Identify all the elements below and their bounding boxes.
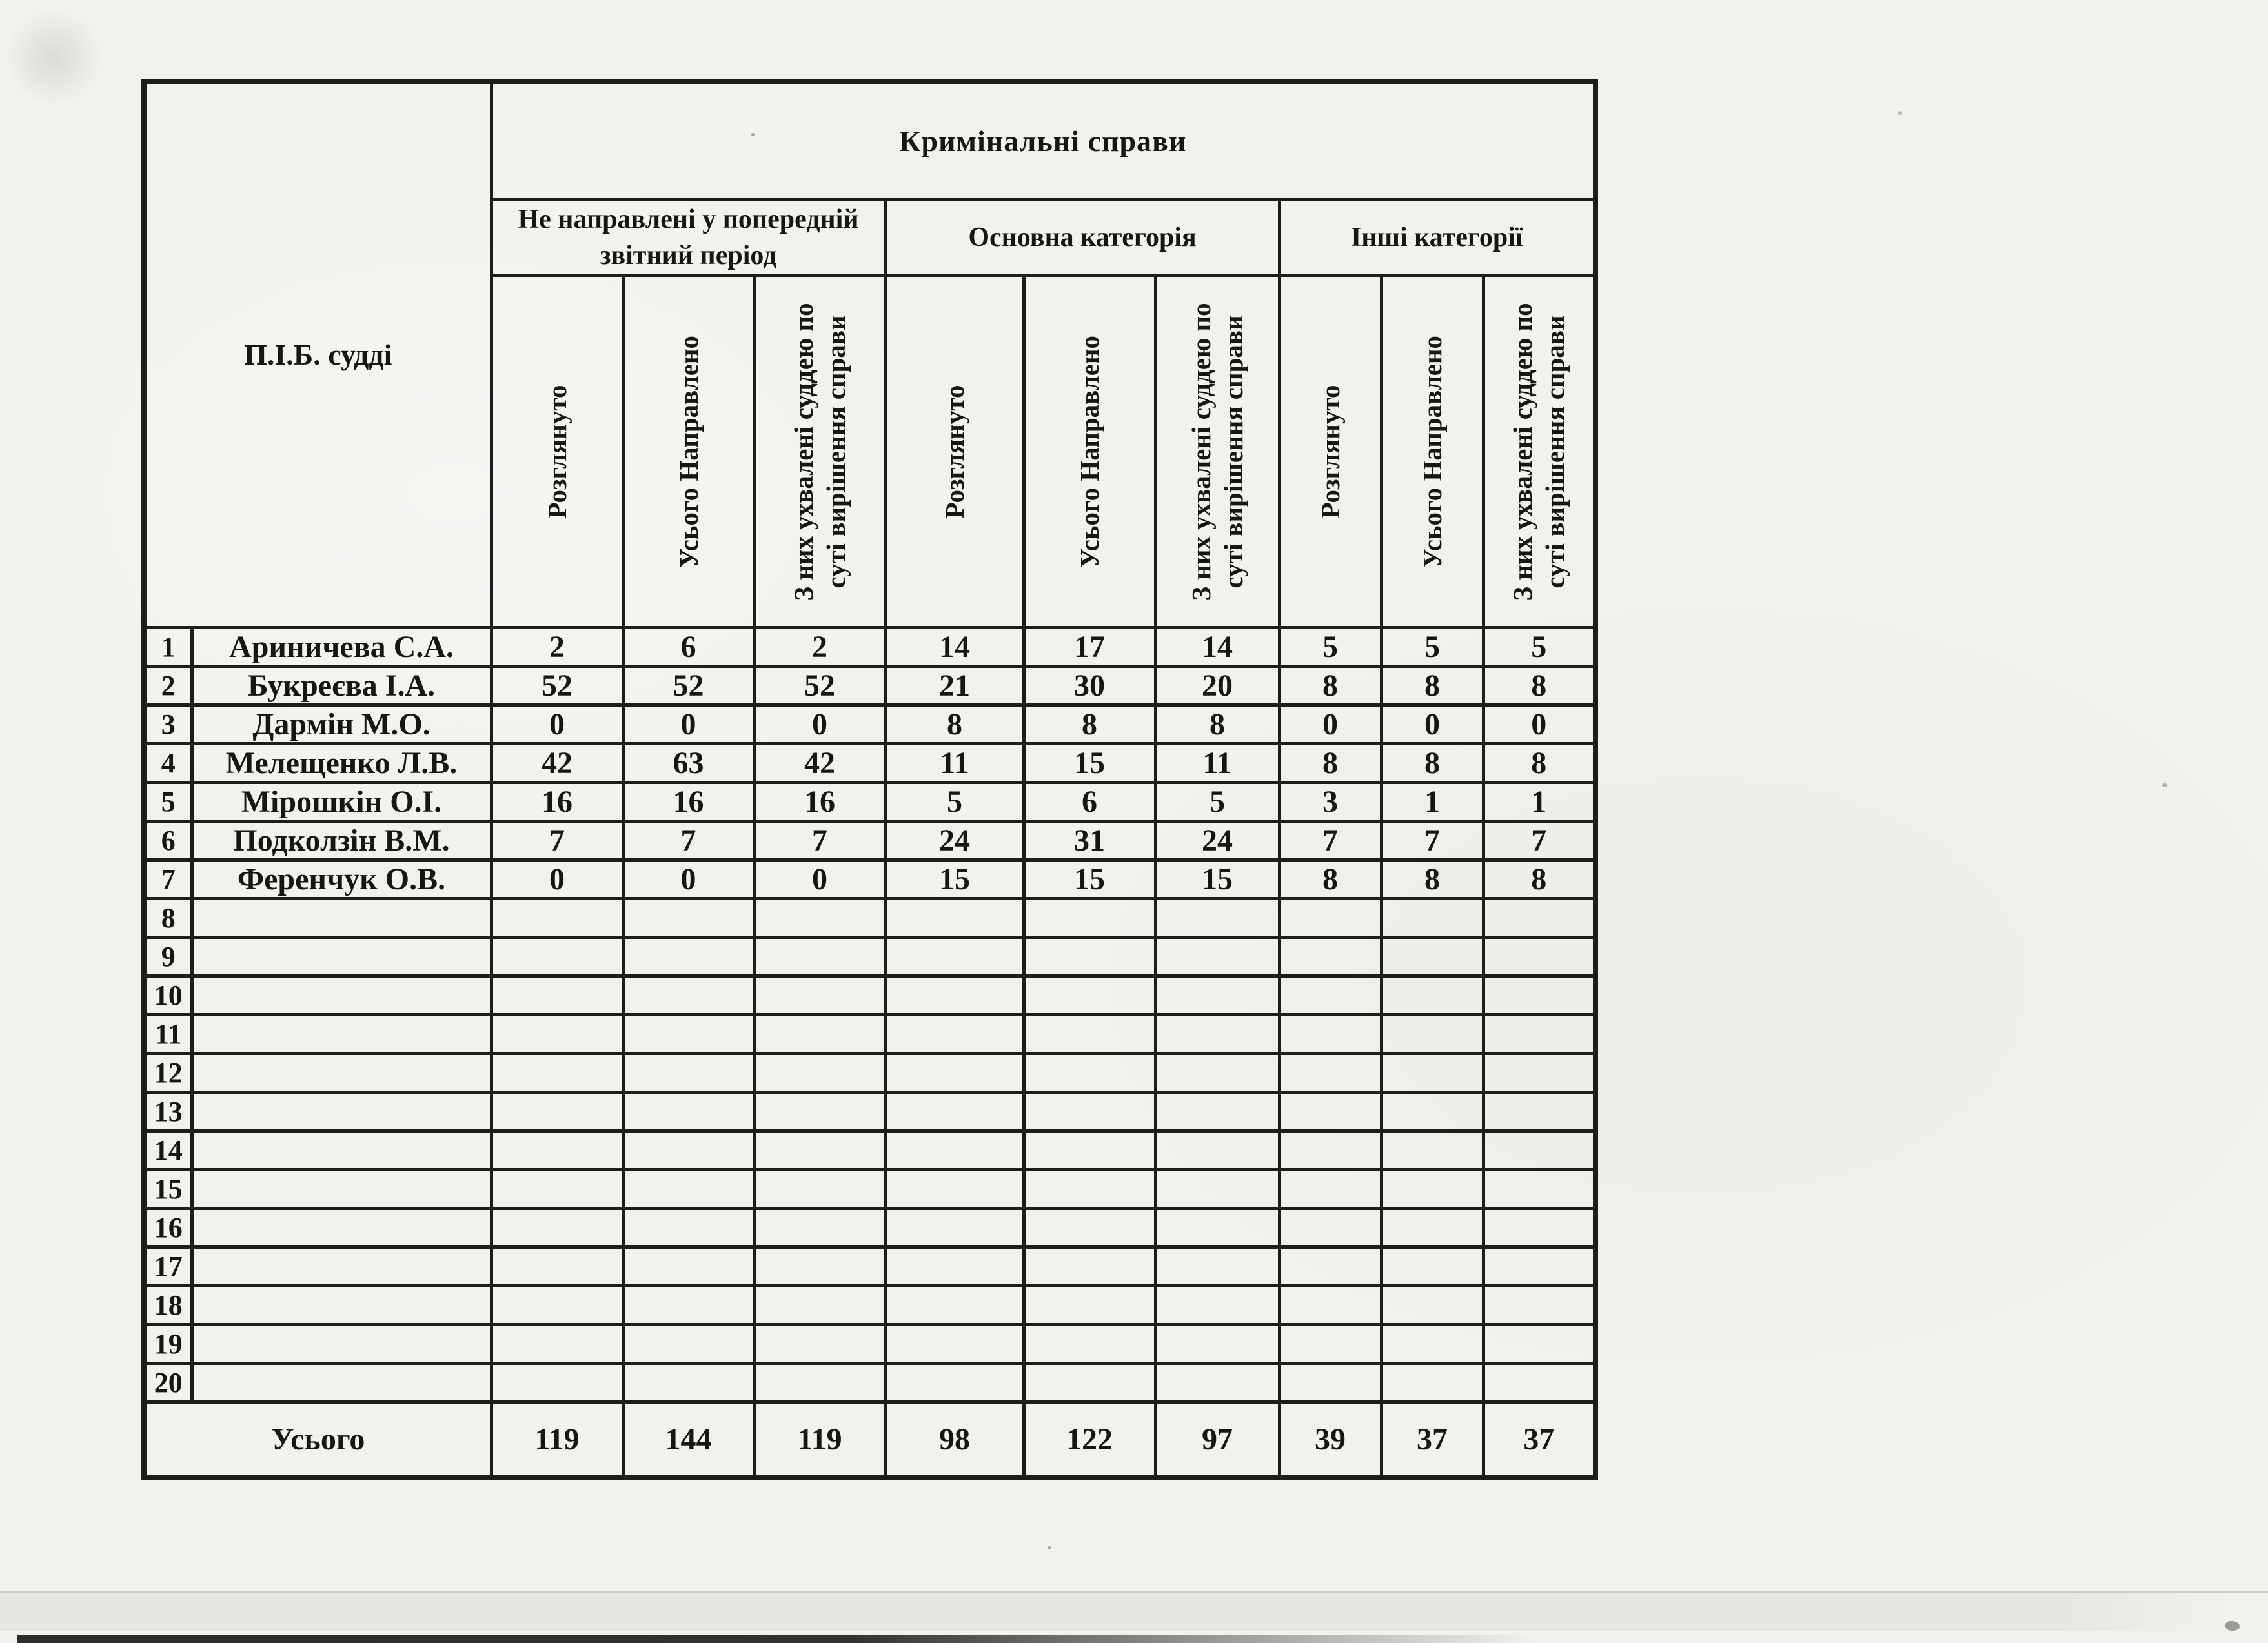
value-cell bbox=[1279, 1208, 1381, 1247]
table-row bbox=[144, 1169, 1595, 1208]
value-cell: 42 bbox=[491, 743, 623, 782]
value-cell: 2 bbox=[491, 627, 623, 666]
value-cell bbox=[886, 1053, 1024, 1092]
value-cell bbox=[1279, 1285, 1381, 1324]
value-cell bbox=[886, 1363, 1024, 1402]
value-cell: 11 bbox=[1155, 743, 1279, 782]
table-row bbox=[144, 1247, 1595, 1285]
value-cell: 6 bbox=[623, 627, 754, 666]
row-number-cell: 19 bbox=[144, 1324, 192, 1363]
value-cell bbox=[1381, 1324, 1483, 1363]
table-row bbox=[144, 1092, 1595, 1131]
value-cell bbox=[1024, 1131, 1155, 1169]
group-header-not-sent-previous-period: Не направлені у попередній звітний період bbox=[491, 199, 886, 276]
totals-value-cell: 119 bbox=[491, 1402, 623, 1478]
value-cell bbox=[1381, 898, 1483, 937]
value-cell bbox=[491, 1092, 623, 1131]
value-cell bbox=[1155, 1131, 1279, 1169]
group-header-other-categories: Інші категорії bbox=[1279, 199, 1595, 276]
value-cell bbox=[623, 1363, 754, 1402]
subheader-total-sent bbox=[1024, 276, 1155, 627]
vertical-label: Розглянуто bbox=[940, 385, 970, 519]
value-cell bbox=[1381, 976, 1483, 1014]
value-cell bbox=[1483, 976, 1595, 1014]
value-cell bbox=[623, 1053, 754, 1092]
row-number-cell: 4 bbox=[144, 743, 192, 782]
judge-name-cell bbox=[192, 1014, 491, 1053]
vertical-label: Розглянуто bbox=[1315, 385, 1346, 519]
value-cell bbox=[1155, 1285, 1279, 1324]
value-cell: 16 bbox=[754, 782, 886, 821]
value-cell: 24 bbox=[1155, 821, 1279, 860]
table-header bbox=[144, 81, 1595, 627]
value-cell: 8 bbox=[1279, 860, 1381, 898]
value-cell: 15 bbox=[886, 860, 1024, 898]
judge-name-cell bbox=[192, 1324, 491, 1363]
table-row bbox=[144, 937, 1595, 976]
value-cell: 8 bbox=[1279, 666, 1381, 705]
value-cell bbox=[1483, 937, 1595, 976]
value-cell bbox=[491, 1247, 623, 1285]
subheader-considered bbox=[1279, 276, 1381, 627]
value-cell bbox=[1024, 1092, 1155, 1131]
value-cell bbox=[1279, 1092, 1381, 1131]
judge-name-cell bbox=[192, 1208, 491, 1247]
value-cell bbox=[754, 976, 886, 1014]
value-cell: 0 bbox=[1483, 705, 1595, 743]
value-cell bbox=[886, 1285, 1024, 1324]
value-cell bbox=[1279, 1324, 1381, 1363]
title-row bbox=[144, 81, 1595, 199]
value-cell: 5 bbox=[1381, 627, 1483, 666]
value-cell bbox=[1279, 898, 1381, 937]
value-cell: 0 bbox=[491, 705, 623, 743]
value-cell bbox=[1279, 976, 1381, 1014]
totals-value-cell: 37 bbox=[1483, 1402, 1595, 1478]
scan-speck bbox=[1898, 111, 1902, 115]
table-row bbox=[144, 627, 1595, 666]
value-cell bbox=[1279, 1247, 1381, 1285]
value-cell: 5 bbox=[1155, 782, 1279, 821]
value-cell bbox=[1381, 1208, 1483, 1247]
value-cell bbox=[491, 1324, 623, 1363]
subheader-considered bbox=[491, 276, 623, 627]
table-row bbox=[144, 1285, 1595, 1324]
row-number-cell: 13 bbox=[144, 1092, 192, 1131]
value-cell: 5 bbox=[1279, 627, 1381, 666]
value-cell: 24 bbox=[886, 821, 1024, 860]
row-number-cell: 18 bbox=[144, 1285, 192, 1324]
totals-row bbox=[144, 1402, 1595, 1478]
value-cell bbox=[1483, 898, 1595, 937]
value-cell bbox=[1483, 1363, 1595, 1402]
value-cell: 52 bbox=[491, 666, 623, 705]
value-cell bbox=[491, 937, 623, 976]
value-cell bbox=[1279, 1131, 1381, 1169]
scan-speck bbox=[1048, 1546, 1051, 1549]
scan-speck bbox=[2225, 1621, 2240, 1631]
value-cell: 6 bbox=[1024, 782, 1155, 821]
value-cell: 52 bbox=[623, 666, 754, 705]
value-cell bbox=[623, 1285, 754, 1324]
totals-label: Усього bbox=[144, 1402, 491, 1478]
judge-name-cell: Букреєва І.А. bbox=[192, 666, 491, 705]
value-cell: 17 bbox=[1024, 627, 1155, 666]
subheader-decided-on-merits bbox=[754, 276, 886, 627]
row-number-cell: 7 bbox=[144, 860, 192, 898]
value-cell bbox=[754, 1169, 886, 1208]
value-cell bbox=[754, 1131, 886, 1169]
vertical-label: Усього Направлено bbox=[673, 335, 704, 568]
value-cell bbox=[1024, 1014, 1155, 1053]
row-number-cell: 6 bbox=[144, 821, 192, 860]
judge-name-cell bbox=[192, 1092, 491, 1131]
value-cell bbox=[1024, 1169, 1155, 1208]
value-cell bbox=[886, 1092, 1024, 1131]
value-cell bbox=[1381, 937, 1483, 976]
judge-name-cell bbox=[192, 1363, 491, 1402]
value-cell bbox=[754, 1247, 886, 1285]
value-cell bbox=[1024, 1285, 1155, 1324]
value-cell: 1 bbox=[1483, 782, 1595, 821]
totals-value-cell: 39 bbox=[1279, 1402, 1381, 1478]
judge-name-cell: Ариничева С.А. bbox=[192, 627, 491, 666]
judge-name-cell bbox=[192, 1285, 491, 1324]
value-cell bbox=[886, 898, 1024, 937]
judge-name-cell: Дармін М.О. bbox=[192, 705, 491, 743]
value-cell: 8 bbox=[1279, 743, 1381, 782]
row-number-cell: 5 bbox=[144, 782, 192, 821]
table-row bbox=[144, 1363, 1595, 1402]
scan-gray-band-artifact bbox=[0, 1593, 2233, 1631]
value-cell: 0 bbox=[754, 705, 886, 743]
value-cell bbox=[754, 1285, 886, 1324]
value-cell bbox=[623, 976, 754, 1014]
row-number-cell: 14 bbox=[144, 1131, 192, 1169]
value-cell bbox=[886, 937, 1024, 976]
subheader-total-sent bbox=[1381, 276, 1483, 627]
value-cell: 8 bbox=[886, 705, 1024, 743]
value-cell: 15 bbox=[1024, 743, 1155, 782]
value-cell bbox=[1155, 898, 1279, 937]
value-cell bbox=[623, 1131, 754, 1169]
judge-name-cell: Ференчук О.В. bbox=[192, 860, 491, 898]
value-cell bbox=[754, 1014, 886, 1053]
judge-name-cell bbox=[192, 1053, 491, 1092]
table-row bbox=[144, 705, 1595, 743]
vertical-label: З них ухвалені суддею по суті вирішення справи bbox=[1508, 303, 1570, 601]
value-cell bbox=[1279, 937, 1381, 976]
value-cell bbox=[1279, 1363, 1381, 1402]
table-row bbox=[144, 1324, 1595, 1363]
table-row bbox=[144, 898, 1595, 937]
value-cell: 0 bbox=[491, 860, 623, 898]
value-cell bbox=[1024, 1208, 1155, 1247]
value-cell: 0 bbox=[1381, 705, 1483, 743]
value-cell bbox=[1381, 1131, 1483, 1169]
value-cell: 7 bbox=[1381, 821, 1483, 860]
value-cell bbox=[1155, 1247, 1279, 1285]
row-number-cell: 20 bbox=[144, 1363, 192, 1402]
value-cell bbox=[1155, 1092, 1279, 1131]
row-number-cell: 11 bbox=[144, 1014, 192, 1053]
value-cell bbox=[1381, 1247, 1483, 1285]
value-cell bbox=[623, 1169, 754, 1208]
value-cell: 1 bbox=[1381, 782, 1483, 821]
table-body bbox=[144, 627, 1595, 1478]
value-cell bbox=[754, 1092, 886, 1131]
value-cell bbox=[491, 1285, 623, 1324]
value-cell bbox=[886, 1169, 1024, 1208]
value-cell bbox=[886, 1131, 1024, 1169]
value-cell: 11 bbox=[886, 743, 1024, 782]
table-row bbox=[144, 860, 1595, 898]
value-cell: 15 bbox=[1155, 860, 1279, 898]
table-row bbox=[144, 1131, 1595, 1169]
value-cell bbox=[623, 1324, 754, 1363]
value-cell: 5 bbox=[1483, 627, 1595, 666]
value-cell: 15 bbox=[1024, 860, 1155, 898]
value-cell bbox=[1279, 1053, 1381, 1092]
value-cell bbox=[1155, 1363, 1279, 1402]
value-cell bbox=[754, 1208, 886, 1247]
value-cell: 0 bbox=[623, 860, 754, 898]
value-cell: 0 bbox=[1279, 705, 1381, 743]
judge-name-cell bbox=[192, 1169, 491, 1208]
value-cell bbox=[491, 1169, 623, 1208]
row-number-cell: 12 bbox=[144, 1053, 192, 1092]
value-cell bbox=[1024, 1053, 1155, 1092]
value-cell bbox=[754, 898, 886, 937]
value-cell: 8 bbox=[1483, 666, 1595, 705]
value-cell bbox=[754, 1053, 886, 1092]
row-number-cell: 15 bbox=[144, 1169, 192, 1208]
value-cell bbox=[886, 1014, 1024, 1053]
judge-name-cell bbox=[192, 937, 491, 976]
judge-name-cell bbox=[192, 898, 491, 937]
table-row bbox=[144, 1208, 1595, 1247]
totals-value-cell: 119 bbox=[754, 1402, 886, 1478]
value-cell: 7 bbox=[1279, 821, 1381, 860]
table-row bbox=[144, 821, 1595, 860]
value-cell: 52 bbox=[754, 666, 886, 705]
value-cell bbox=[1381, 1092, 1483, 1131]
table-row bbox=[144, 743, 1595, 782]
table-row bbox=[144, 782, 1595, 821]
value-cell bbox=[1155, 937, 1279, 976]
value-cell: 0 bbox=[623, 705, 754, 743]
value-cell bbox=[491, 1208, 623, 1247]
value-cell: 31 bbox=[1024, 821, 1155, 860]
value-cell: 30 bbox=[1024, 666, 1155, 705]
row-number-cell: 9 bbox=[144, 937, 192, 976]
value-cell bbox=[623, 898, 754, 937]
row-number-cell: 8 bbox=[144, 898, 192, 937]
totals-value-cell: 98 bbox=[886, 1402, 1024, 1478]
row-number-cell: 17 bbox=[144, 1247, 192, 1285]
value-cell: 8 bbox=[1155, 705, 1279, 743]
value-cell bbox=[1381, 1363, 1483, 1402]
value-cell bbox=[491, 1053, 623, 1092]
value-cell: 16 bbox=[491, 782, 623, 821]
value-cell: 14 bbox=[886, 627, 1024, 666]
value-cell bbox=[491, 1131, 623, 1169]
value-cell bbox=[1024, 898, 1155, 937]
vertical-label: Усього Направлено bbox=[1075, 335, 1105, 568]
value-cell: 7 bbox=[623, 821, 754, 860]
value-cell bbox=[1155, 1324, 1279, 1363]
value-cell bbox=[754, 1324, 886, 1363]
value-cell bbox=[1483, 1324, 1595, 1363]
vertical-label: З них ухвалені суддею по суті вирішення справи bbox=[1186, 303, 1249, 601]
judge-name-cell: Мелещенко Л.В. bbox=[192, 743, 491, 782]
value-cell: 8 bbox=[1024, 705, 1155, 743]
value-cell bbox=[1024, 1247, 1155, 1285]
value-cell: 42 bbox=[754, 743, 886, 782]
value-cell bbox=[1155, 976, 1279, 1014]
value-cell bbox=[491, 1363, 623, 1402]
value-cell bbox=[1155, 1169, 1279, 1208]
value-cell bbox=[1024, 976, 1155, 1014]
vertical-label: Розглянуто bbox=[542, 385, 572, 519]
table-row bbox=[144, 1053, 1595, 1092]
value-cell bbox=[1279, 1169, 1381, 1208]
value-cell bbox=[754, 937, 886, 976]
value-cell bbox=[1381, 1053, 1483, 1092]
subheader-decided-on-merits bbox=[1155, 276, 1279, 627]
value-cell bbox=[886, 1247, 1024, 1285]
value-cell bbox=[1381, 1014, 1483, 1053]
value-cell bbox=[1155, 1208, 1279, 1247]
value-cell bbox=[491, 1014, 623, 1053]
judge-name-cell bbox=[192, 1247, 491, 1285]
value-cell bbox=[623, 1092, 754, 1131]
value-cell bbox=[1381, 1169, 1483, 1208]
value-cell bbox=[1483, 1169, 1595, 1208]
scan-speck bbox=[751, 133, 755, 136]
subheader-decided-on-merits bbox=[1483, 276, 1595, 627]
table-row bbox=[144, 1014, 1595, 1053]
value-cell: 8 bbox=[1381, 666, 1483, 705]
table-title: Кримінальні справи bbox=[491, 81, 1595, 199]
judge-name-cell bbox=[192, 976, 491, 1014]
value-cell: 7 bbox=[1483, 821, 1595, 860]
row-number-cell: 1 bbox=[144, 627, 192, 666]
value-cell: 8 bbox=[1483, 743, 1595, 782]
value-cell bbox=[1155, 1014, 1279, 1053]
criminal-cases-report-table bbox=[141, 79, 1598, 1480]
scan-smudge-artifact bbox=[5, 9, 102, 106]
row-number-cell: 16 bbox=[144, 1208, 192, 1247]
totals-value-cell: 122 bbox=[1024, 1402, 1155, 1478]
value-cell: 63 bbox=[623, 743, 754, 782]
value-cell: 2 bbox=[754, 627, 886, 666]
totals-value-cell: 37 bbox=[1381, 1402, 1483, 1478]
value-cell: 21 bbox=[886, 666, 1024, 705]
value-cell bbox=[1483, 1014, 1595, 1053]
scan-speck bbox=[2162, 783, 2167, 787]
value-cell: 7 bbox=[754, 821, 886, 860]
judge-column-header: П.І.Б. судді bbox=[144, 81, 491, 627]
value-cell bbox=[1381, 1285, 1483, 1324]
value-cell bbox=[1483, 1092, 1595, 1131]
value-cell: 0 bbox=[754, 860, 886, 898]
value-cell bbox=[1483, 1247, 1595, 1285]
value-cell bbox=[1483, 1053, 1595, 1092]
row-number-cell: 10 bbox=[144, 976, 192, 1014]
value-cell bbox=[1483, 1285, 1595, 1324]
value-cell: 5 bbox=[886, 782, 1024, 821]
value-cell bbox=[1155, 1053, 1279, 1092]
subheader-considered bbox=[886, 276, 1024, 627]
totals-value-cell: 144 bbox=[623, 1402, 754, 1478]
value-cell: 8 bbox=[1483, 860, 1595, 898]
value-cell: 14 bbox=[1155, 627, 1279, 666]
value-cell: 20 bbox=[1155, 666, 1279, 705]
value-cell bbox=[1024, 1324, 1155, 1363]
value-cell bbox=[886, 1324, 1024, 1363]
value-cell: 16 bbox=[623, 782, 754, 821]
row-number-cell: 3 bbox=[144, 705, 192, 743]
table-row bbox=[144, 976, 1595, 1014]
value-cell bbox=[1024, 937, 1155, 976]
value-cell bbox=[886, 976, 1024, 1014]
value-cell bbox=[1279, 1014, 1381, 1053]
value-cell: 7 bbox=[491, 821, 623, 860]
judge-name-cell: Мірошкін О.І. bbox=[192, 782, 491, 821]
value-cell bbox=[623, 1014, 754, 1053]
value-cell bbox=[1483, 1131, 1595, 1169]
value-cell bbox=[1483, 1208, 1595, 1247]
value-cell: 8 bbox=[1381, 743, 1483, 782]
group-header-main-category: Основна категорія bbox=[886, 199, 1279, 276]
value-cell bbox=[623, 1247, 754, 1285]
scan-dark-edge-artifact bbox=[17, 1635, 1534, 1643]
value-cell bbox=[491, 898, 623, 937]
value-cell bbox=[491, 976, 623, 1014]
vertical-label: Усього Направлено bbox=[1417, 335, 1448, 568]
judge-name-cell bbox=[192, 1131, 491, 1169]
judge-name-cell: Подколзін В.М. bbox=[192, 821, 491, 860]
totals-value-cell: 97 bbox=[1155, 1402, 1279, 1478]
value-cell bbox=[623, 937, 754, 976]
subheader-total-sent bbox=[623, 276, 754, 627]
vertical-label: З них ухвалені суддею по суті вирішення справи bbox=[789, 303, 851, 601]
row-number-cell: 2 bbox=[144, 666, 192, 705]
value-cell: 3 bbox=[1279, 782, 1381, 821]
value-cell: 8 bbox=[1381, 860, 1483, 898]
table-row bbox=[144, 666, 1595, 705]
value-cell bbox=[754, 1363, 886, 1402]
value-cell bbox=[886, 1208, 1024, 1247]
value-cell bbox=[623, 1208, 754, 1247]
value-cell bbox=[1024, 1363, 1155, 1402]
